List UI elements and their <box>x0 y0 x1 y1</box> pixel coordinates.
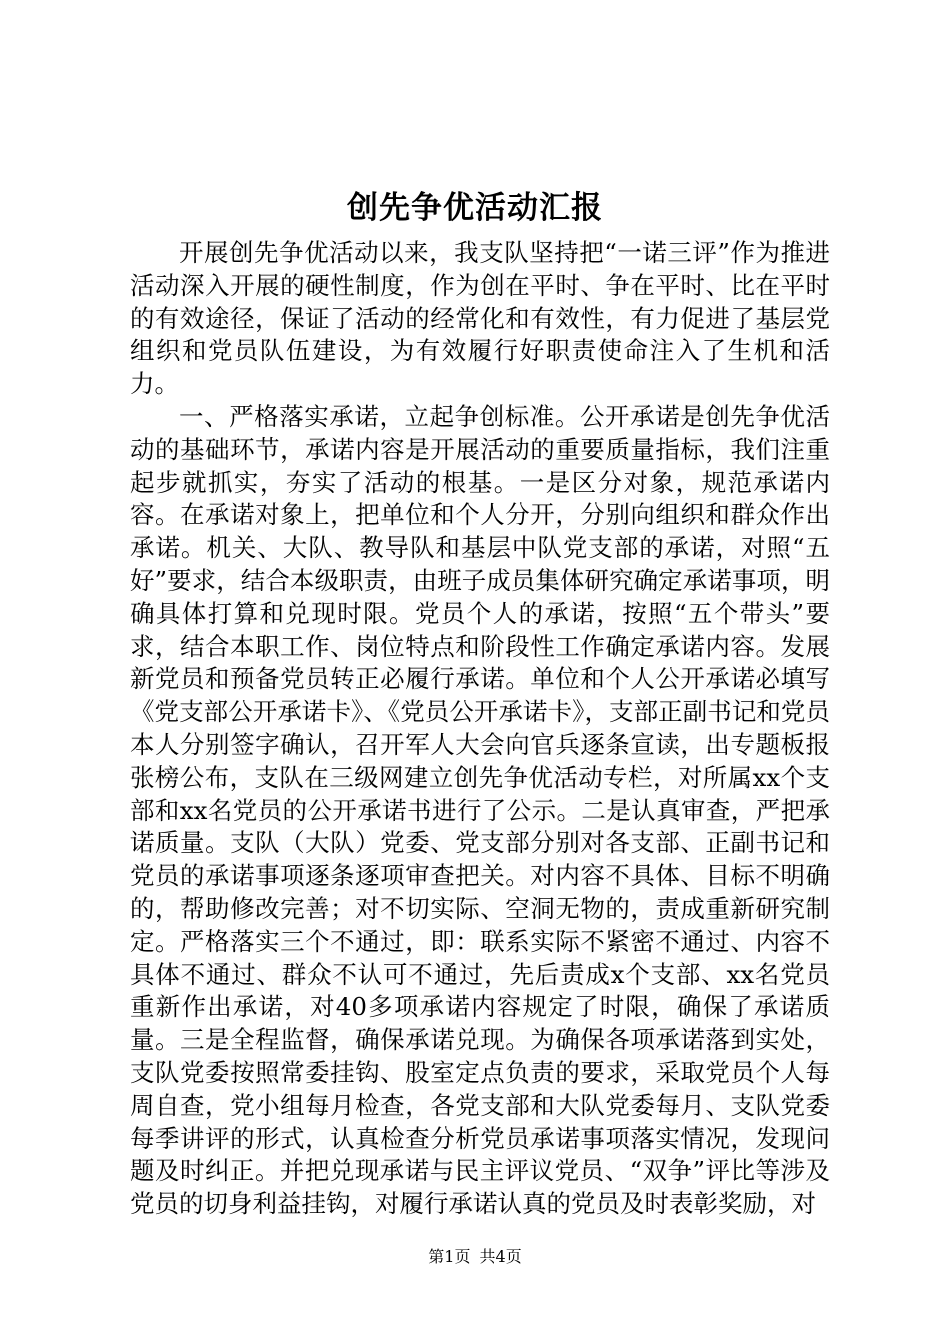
section-one-paragraph: 一、严格落实承诺，立起争创标准。公开承诺是创先争优活动的基础环节，承诺内容是开展活动的重要质量指标，我们注重起步就抓实，夯实了活动的根基。一是区分对象，规范承诺内容。在承诺对象上，把单位和个人分开，分别向组织和群众作出承诺。机关、大队、教导队和基层中队党支部的承诺，对照“五好”要求，结合本级职责，由班子成员集体研究确定承诺事项，明确具体打算和兑现时限。党员个人的承诺，按照“五个带头”要求，结合本职工作、岗位特点和阶段性工作确定承诺内容。发展新党员和预备党员转正必履行承诺。单位和个人公开承诺必填写《党支部公开承诺卡》、《党员公开承诺卡》，支部正副书记和党员本人分别签字确认，召开军人大会向官兵逐条宣读，出专题板报张榜公布，支队在三级网建立创先争优活动专栏，对所属xx个支部和xx名党员的公开承诺书进行了公示。二是认真审查，严把承诺质量。支队（大队）党委、党支部分别对各支部、正副书记和党员的承诺事项逐条逐项审查把关。对内容不具体、目标不明确的，帮助修改完善；对不切实际、空洞无物的，责成重新研究制定。严格落实三个不通过，即：联系实际不紧密不通过、内容不具体不通过、群众不认可不通过，先后责成x个支部、xx名党员重新作出承诺，对40多项承诺内容规定了时限，确保了承诺质量。三是全程监督，确保承诺兑现。为确保各项承诺落到实处，支队党委按照常委挂钩、股室定点负责的要求，采取党员个人每周自查，党小组每月检查，各党支部和大队党委每月、支队党委每季讲评的形式，认真检查分析党员承诺事项落实情况，发现问题及时纠正。并把兑现承诺与民主评议党员、“双争”评比等涉及党员的切身利益挂钩，对履行承诺认真的党员及时表彰奖励，对 <box>130 401 830 1219</box>
intro-paragraph: 开展创先争优活动以来，我支队坚持把“一诺三评”作为推进活动深入开展的硬性制度，作为创在平时、争在平时、比在平时的有效途径，保证了活动的经常化和有效性，有力促进了基层党组织和党员队伍建设，为有效履行好职责使命注入了生机和活力。 <box>130 238 830 399</box>
page-number-footer: 第1页 共4页 <box>428 1247 522 1266</box>
document-body <box>130 237 830 1221</box>
document-title: 创先争优活动汇报 <box>347 190 603 226</box>
